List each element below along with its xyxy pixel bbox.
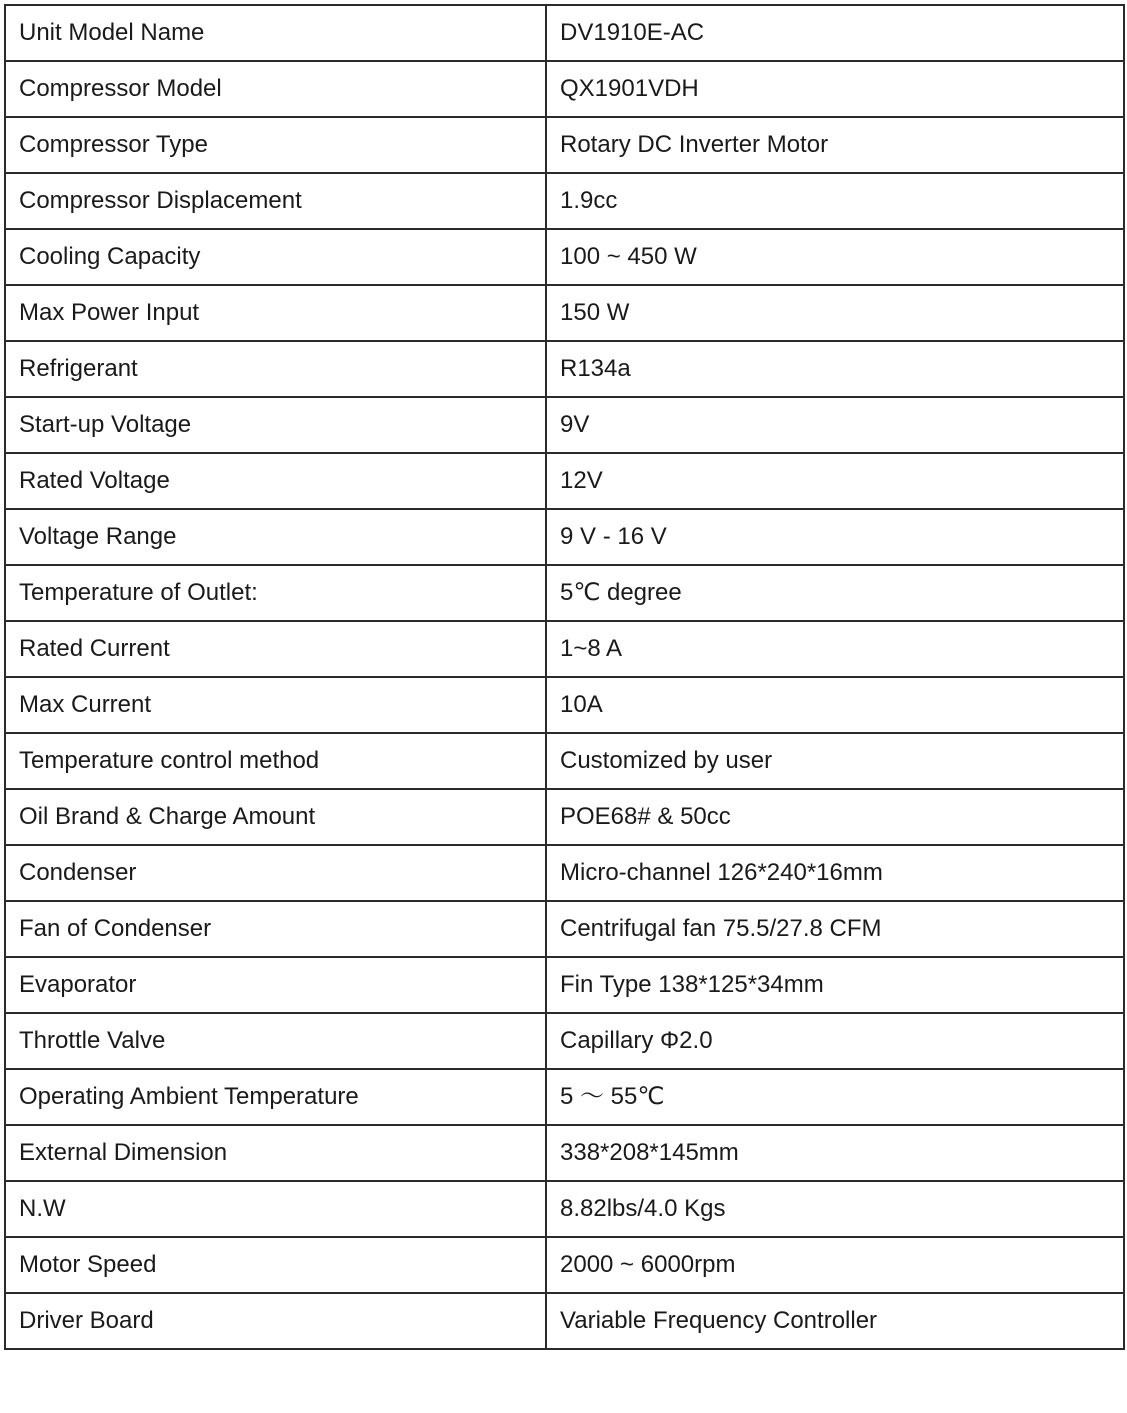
spec-table-body [5, 5, 1124, 1349]
table-row [5, 845, 1124, 901]
table-row [5, 509, 1124, 565]
spec-value: Fin Type 138*125*34mm [546, 957, 1124, 1013]
table-row [5, 901, 1124, 957]
spec-label: Compressor Type [5, 117, 546, 173]
spec-label: Max Power Input [5, 285, 546, 341]
spec-label: External Dimension [5, 1125, 546, 1181]
spec-label: Cooling Capacity [5, 229, 546, 285]
spec-value: 150 W [546, 285, 1124, 341]
spec-label: Condenser [5, 845, 546, 901]
spec-table [4, 4, 1125, 1350]
spec-value: 338*208*145mm [546, 1125, 1124, 1181]
spec-value: 9V [546, 397, 1124, 453]
spec-label: N.W [5, 1181, 546, 1237]
table-row [5, 1293, 1124, 1349]
spec-value: 10A [546, 677, 1124, 733]
spec-label: Rated Current [5, 621, 546, 677]
table-row [5, 341, 1124, 397]
table-row [5, 1013, 1124, 1069]
table-row [5, 1125, 1124, 1181]
table-row [5, 5, 1124, 61]
table-row [5, 677, 1124, 733]
spec-label: Compressor Displacement [5, 173, 546, 229]
spec-value: R134a [546, 341, 1124, 397]
table-row [5, 789, 1124, 845]
spec-value: Capillary Φ2.0 [546, 1013, 1124, 1069]
spec-label: Oil Brand & Charge Amount [5, 789, 546, 845]
table-row [5, 1069, 1124, 1125]
spec-label: Max Current [5, 677, 546, 733]
spec-label: Compressor Model [5, 61, 546, 117]
spec-label: Temperature control method [5, 733, 546, 789]
table-row [5, 453, 1124, 509]
table-row [5, 957, 1124, 1013]
table-row [5, 173, 1124, 229]
spec-label: Unit Model Name [5, 5, 546, 61]
table-row [5, 285, 1124, 341]
spec-value: 12V [546, 453, 1124, 509]
spec-value: 100 ~ 450 W [546, 229, 1124, 285]
spec-label: Driver Board [5, 1293, 546, 1349]
table-row [5, 1181, 1124, 1237]
spec-label: Temperature of Outlet: [5, 565, 546, 621]
spec-value: Centrifugal fan 75.5/27.8 CFM [546, 901, 1124, 957]
spec-label: Voltage Range [5, 509, 546, 565]
spec-value: QX1901VDH [546, 61, 1124, 117]
spec-label: Start-up Voltage [5, 397, 546, 453]
spec-value: Variable Frequency Controller [546, 1293, 1124, 1349]
spec-value: Micro-channel 126*240*16mm [546, 845, 1124, 901]
table-row [5, 621, 1124, 677]
spec-label: Throttle Valve [5, 1013, 546, 1069]
table-row [5, 229, 1124, 285]
spec-label: Rated Voltage [5, 453, 546, 509]
spec-value: 1.9cc [546, 173, 1124, 229]
table-row [5, 733, 1124, 789]
spec-label: Operating Ambient Temperature [5, 1069, 546, 1125]
spec-value: Customized by user [546, 733, 1124, 789]
table-row [5, 397, 1124, 453]
spec-label: Motor Speed [5, 1237, 546, 1293]
table-row [5, 117, 1124, 173]
spec-label: Evaporator [5, 957, 546, 1013]
spec-value: 1~8 A [546, 621, 1124, 677]
table-row [5, 61, 1124, 117]
spec-value: 5 ～ 55℃ [546, 1069, 1124, 1125]
spec-value: 8.82lbs/4.0 Kgs [546, 1181, 1124, 1237]
spec-value: POE68# & 50cc [546, 789, 1124, 845]
spec-value: Rotary DC Inverter Motor [546, 117, 1124, 173]
spec-value: 9 V - 16 V [546, 509, 1124, 565]
spec-value: 5℃ degree [546, 565, 1124, 621]
table-row [5, 1237, 1124, 1293]
table-row [5, 565, 1124, 621]
spec-label: Fan of Condenser [5, 901, 546, 957]
spec-value: DV1910E-AC [546, 5, 1124, 61]
spec-label: Refrigerant [5, 341, 546, 397]
spec-value: 2000 ~ 6000rpm [546, 1237, 1124, 1293]
